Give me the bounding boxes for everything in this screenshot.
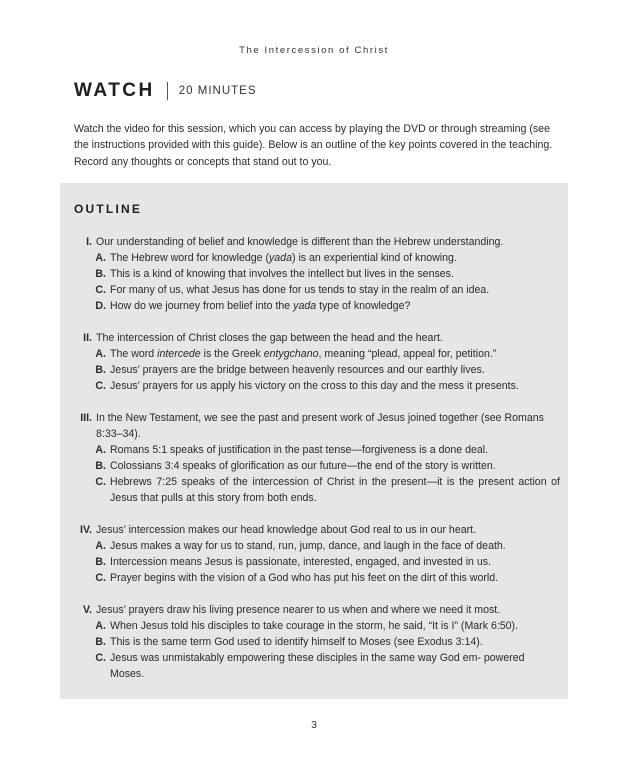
outline-point (64, 330, 560, 346)
point-text: The intercession of Christ closes the gap between the head and the heart. (96, 332, 443, 344)
subpoint-text (110, 442, 560, 458)
point-text: In the New Testament, we see the past and present work of Jesus joined together (see Romans 8:33–34). (96, 412, 544, 440)
subpoint-text-part: This is a kind of knowing that involves the intellect but lives in the senses. (110, 268, 454, 280)
subpoint-letter: B. (95, 636, 106, 648)
subpoint-text-part: type of knowledge? (316, 300, 411, 312)
subpoint-text-part: Jesus’ prayers are the bridge between heavenly resources and our earthly lives. (110, 364, 485, 376)
subpoint-text (110, 554, 560, 570)
subpoint-letter: C. (95, 572, 106, 584)
point-text: Our understanding of belief and knowledge is different than the Hebrew understanding. (96, 236, 504, 248)
subpoint-text-part: is the Greek (200, 348, 264, 360)
subpoint-text-part: Prayer begins with the vision of a God who has put his feet on the dirt of this world. (110, 572, 499, 584)
outline-subpoint (64, 298, 560, 314)
subpoint-letter: C. (95, 476, 106, 488)
outline-title: OUTLINE (74, 202, 143, 216)
outline-subpoint (64, 458, 560, 474)
italic-term: yada (293, 300, 317, 312)
outline-subpoint (64, 346, 560, 362)
subpoint-text-part: ) is an experiential kind of knowing. (291, 252, 457, 264)
point-text: Jesus’ intercession makes our head knowledge about God real to us in our heart. (96, 524, 477, 536)
italic-term: intercede (157, 348, 201, 360)
subpoint-text (110, 378, 560, 394)
point-numeral: I. (86, 236, 92, 248)
outline-section (64, 522, 560, 586)
section-title: WATCH (74, 80, 155, 101)
subpoint-text-part: Hebrews 7:25 speaks of the intercession of Christ in the present—it is the present action of Jesus that pulls at this story from both ends. (110, 476, 560, 504)
point-numeral: II. (83, 332, 92, 344)
subpoint-text (110, 538, 560, 554)
subpoint-text (110, 618, 560, 634)
outline-subpoint (64, 250, 560, 266)
outline-point (64, 234, 560, 250)
running-head: The Intercession of Christ (239, 45, 389, 56)
outline-subpoint (64, 650, 560, 682)
subpoint-letter: B. (95, 460, 106, 472)
subpoint-text-part: How do we journey from belief into the (110, 300, 294, 312)
subpoint-letter: B. (95, 556, 106, 568)
subpoint-text-part: , meaning “plead, appeal for, petition.” (318, 348, 497, 360)
subpoint-text-part: The word (110, 348, 158, 360)
subpoint-text-part: Jesus was unmistakably empowering these disciples in the same way God em- powered Moses. (110, 652, 525, 680)
outline-subpoint (64, 554, 560, 570)
point-text: Jesus’ prayers draw his living presence nearer to us when and where we need it most. (96, 604, 501, 616)
subpoint-letter: A. (95, 444, 106, 456)
subpoint-text-part: Romans 5:1 speaks of justification in the past tense—forgiveness is a done deal. (110, 444, 489, 456)
outline-subpoint (64, 570, 560, 586)
subpoint-letter: D. (95, 300, 106, 312)
subpoint-letter: C. (95, 652, 106, 664)
outline-section (64, 602, 560, 682)
subpoint-text-part: When Jesus told his disciples to take courage in the storm, he said, “It is I” (Mark 6:50). (110, 620, 519, 632)
subpoint-letter: C. (95, 284, 106, 296)
outline-subpoint (64, 474, 560, 506)
outline-section (64, 410, 560, 506)
subpoint-text (110, 346, 560, 362)
outline-subpoint (64, 634, 560, 650)
outline-subpoint (64, 538, 560, 554)
subpoint-text-part: The Hebrew word for knowledge ( (110, 252, 269, 264)
subpoint-letter: A. (95, 348, 106, 360)
subpoint-letter: A. (95, 620, 106, 632)
outline-section (64, 234, 560, 314)
outline-point (64, 522, 560, 538)
outline-subpoint (64, 266, 560, 282)
section-duration: 20 MINUTES (178, 85, 257, 97)
subpoint-text (110, 266, 560, 282)
outline-subpoint (64, 282, 560, 298)
subpoint-letter: C. (95, 380, 106, 392)
subpoint-text (110, 362, 560, 378)
subpoint-text (110, 282, 560, 298)
outline-subpoint (64, 618, 560, 634)
subpoint-letter: A. (95, 540, 106, 552)
outline-point (64, 602, 560, 618)
subpoint-letter: B. (95, 268, 106, 280)
section-header (74, 80, 257, 102)
outline-subpoint (64, 378, 560, 394)
subpoint-text (110, 250, 560, 266)
subpoint-text-part: Intercession means Jesus is passionate, interested, engaged, and invested in us. (110, 556, 492, 568)
header-divider (167, 82, 168, 100)
outline-subpoint (64, 442, 560, 458)
subpoint-text (110, 634, 560, 650)
subpoint-text-part: Jesus makes a way for us to stand, run, jump, dance, and laugh in the face of death. (110, 540, 506, 552)
subpoint-text-part: Jesus’ prayers for us apply his victory on the cross to this day and the mess it presents. (110, 380, 519, 392)
subpoint-text (110, 458, 560, 474)
subpoint-text (110, 298, 560, 314)
italic-term: entygchano (263, 348, 319, 360)
subpoint-text (110, 474, 560, 506)
outline-section (64, 330, 560, 394)
subpoint-text (110, 650, 560, 682)
subpoint-text-part: Colossians 3:4 speaks of glorification as our future—the end of the story is written. (110, 460, 496, 472)
point-numeral: V. (82, 604, 92, 616)
italic-term: yada (268, 252, 292, 264)
outline-subpoint (64, 362, 560, 378)
subpoint-text-part: For many of us, what Jesus has done for us tends to stay in the realm of an idea. (110, 284, 490, 296)
outline-point (64, 410, 560, 442)
outline-list (64, 234, 560, 698)
point-numeral: III. (80, 412, 92, 424)
intro-paragraph: Watch the video for this session, which you can access by playing the DVD or through streaming (see the instructions provided with this guide). Below is an outline of the key points covered in the teaching. Record any thoughts or concepts that stand out to you. (74, 123, 553, 168)
subpoint-text-part: This is the same term God used to identify himself to Moses (see Exodus 3:14). (110, 636, 483, 648)
subpoint-letter: B. (95, 364, 106, 376)
point-numeral: IV. (80, 524, 92, 536)
page-number: 3 (311, 719, 317, 731)
subpoint-text (110, 570, 560, 586)
subpoint-letter: A. (95, 252, 106, 264)
